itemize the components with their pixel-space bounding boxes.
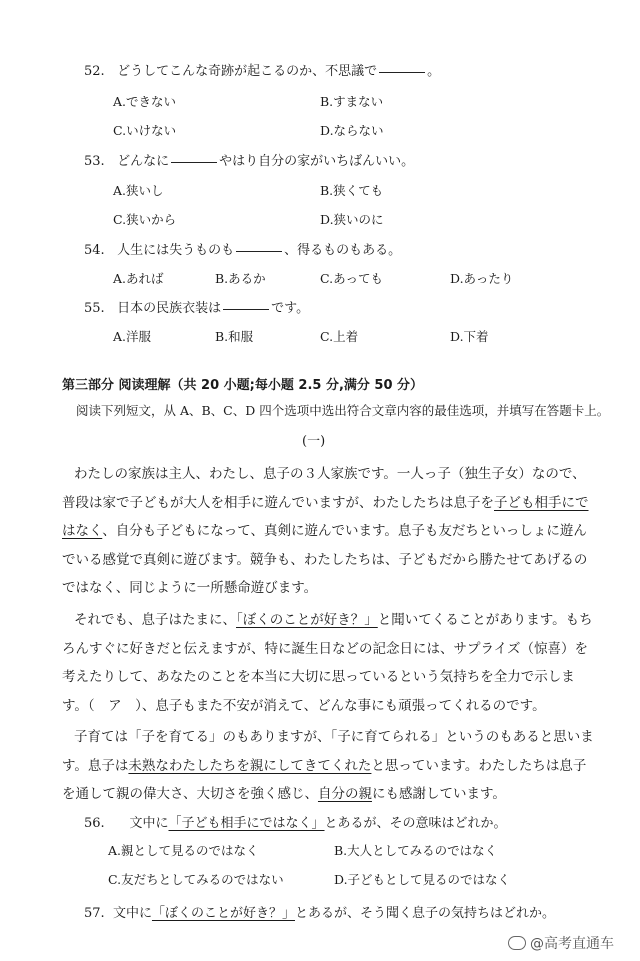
question-number: 54. bbox=[84, 243, 105, 258]
passage-line: 子育ては「子を育てる」のもありますが、「子に育てられる」というのもあると思いま bbox=[74, 729, 594, 745]
passage-text: す。息子は bbox=[62, 758, 129, 774]
question-text: 文中に bbox=[112, 906, 152, 921]
option-56-c: C.友だちとしてみるのではない bbox=[108, 872, 284, 887]
option-54-b: B.あるか bbox=[215, 271, 266, 286]
question-text: とあるが、そう聞く息子の気持ちはどれか。 bbox=[294, 906, 555, 921]
underlined-phrase: 子ども相手にで bbox=[494, 495, 589, 511]
option-53-c: C.狭いから bbox=[113, 212, 177, 227]
passage-line bbox=[62, 782, 506, 802]
option-56-b: B.大人としてみるのではなく bbox=[334, 843, 498, 858]
passage-text: と思っています。わたしたちは息子 bbox=[371, 758, 587, 774]
question-text: どうしてこんな奇跡が起こるのか、不思議で bbox=[117, 64, 378, 79]
section-instruction: 阅读下列短文，从 A、B、C、D 四个选项中选出符合文章内容的最佳选项，并填写在答题卡上。 bbox=[76, 403, 610, 418]
passage-text: にも感謝しています。 bbox=[371, 786, 506, 802]
question-52 bbox=[84, 60, 440, 79]
passage-line: す。（ ア ）、息子もまた不安が消えて、どんな事にも頑張ってくれるのです。 bbox=[62, 698, 546, 714]
question-text: です。 bbox=[271, 301, 310, 316]
passage-text: を通して親の偉大さ、大切さを強く感じ、 bbox=[62, 786, 318, 802]
question-57 bbox=[84, 902, 555, 921]
underlined-phrase: 「ぼくのことが好き？」 bbox=[236, 612, 378, 628]
option-56-a: A.親として見るのではなく bbox=[108, 843, 259, 858]
question-text: 日本の民族衣装は bbox=[117, 301, 222, 316]
option-55-a: A.洋服 bbox=[113, 329, 152, 344]
question-text: やはり自分の家がいちばんいい。 bbox=[219, 154, 415, 169]
question-53 bbox=[84, 150, 414, 169]
answer-blank bbox=[223, 308, 269, 310]
passage-text: それでも、息子はたまに、 bbox=[74, 612, 236, 628]
option-52-c: C.いけない bbox=[113, 123, 177, 138]
passage-text: 、自分も子どもになって、真剣に遊んでいます。息子も友だちといっしょに遊ん bbox=[102, 523, 587, 539]
option-52-b: B.すまない bbox=[320, 94, 384, 109]
passage-line bbox=[62, 754, 586, 774]
question-text: 人生には失うものも bbox=[117, 243, 235, 258]
question-number: 55. bbox=[84, 301, 105, 316]
passage-line: ではなく、同じように一所懸命遊びます。 bbox=[62, 580, 318, 596]
answer-blank bbox=[171, 161, 217, 163]
underlined-phrase: 「子ども相手にではなく」 bbox=[168, 816, 325, 831]
question-text: 文中に bbox=[129, 816, 169, 831]
option-52-a: A.できない bbox=[113, 94, 177, 109]
question-text: とあるが、その意味はどれか。 bbox=[324, 816, 507, 831]
option-54-a: A.あれば bbox=[113, 271, 164, 286]
passage-text: 普段は家で子どもが大人を相手に遊んでいますが、わたしたちは息子を bbox=[62, 495, 494, 511]
watermark bbox=[508, 933, 614, 953]
option-55-b: B.和服 bbox=[215, 329, 254, 344]
question-56 bbox=[84, 812, 507, 831]
section-title: 第三部分 阅读理解（共 20 小题;每小题 2.5 分,满分 50 分） bbox=[62, 378, 424, 393]
passage-line: ろんすぐに好きだと伝えますが、特に誕生日などの記念日には、サプライズ（惊喜）を bbox=[62, 641, 588, 657]
question-54 bbox=[84, 239, 401, 258]
option-54-c: C.あっても bbox=[320, 271, 383, 286]
passage-line bbox=[62, 519, 587, 539]
underlined-phrase: 未熟なわたしたちを親にしてきてくれた bbox=[128, 758, 372, 774]
passage-text: と聞いてくることがあります。もち bbox=[377, 612, 593, 628]
question-number: 57. bbox=[84, 906, 105, 921]
question-number: 56. bbox=[84, 816, 105, 831]
question-text: 。 bbox=[427, 64, 441, 79]
option-55-c: C.上着 bbox=[320, 329, 359, 344]
passage-line bbox=[74, 608, 593, 628]
option-53-d: D.狭いのに bbox=[320, 212, 384, 227]
option-53-b: B.狭くても bbox=[320, 183, 384, 198]
underlined-phrase: 「ぼくのことが好き？」 bbox=[151, 906, 295, 921]
underlined-phrase: 自分の親 bbox=[317, 786, 372, 802]
question-text: どんなに bbox=[117, 154, 170, 169]
option-55-d: D.下着 bbox=[450, 329, 489, 344]
passage-line: わたしの家族は主人、わたし、息子の３人家族です。一人っ子（独生子女）なので、 bbox=[74, 466, 586, 482]
passage-line: でいる感覚で真剣に遊びます。競争も、わたしたちは、子どもだから勝たせてあげるの bbox=[62, 552, 588, 568]
question-text: 、得るものもある。 bbox=[284, 243, 402, 258]
option-53-a: A.狭いし bbox=[113, 183, 164, 198]
option-56-d: D.子どもとして見るのではなく bbox=[334, 872, 511, 887]
option-54-d: D.あったり bbox=[450, 271, 514, 286]
passage-line bbox=[62, 491, 589, 511]
underlined-phrase: はなく bbox=[62, 523, 103, 539]
weibo-icon bbox=[508, 936, 526, 950]
answer-blank bbox=[379, 71, 425, 73]
question-55 bbox=[84, 297, 309, 316]
answer-blank bbox=[236, 250, 282, 252]
question-number: 52. bbox=[84, 64, 105, 79]
watermark-text: @高考直通车 bbox=[530, 936, 614, 952]
passage-number: (一) bbox=[302, 434, 326, 449]
question-number: 53. bbox=[84, 154, 105, 169]
passage-line: 考えたりして、あなたのことを本当に大切に思っているという気持ちを全力で示しま bbox=[62, 669, 575, 685]
option-52-d: D.ならない bbox=[320, 123, 384, 138]
